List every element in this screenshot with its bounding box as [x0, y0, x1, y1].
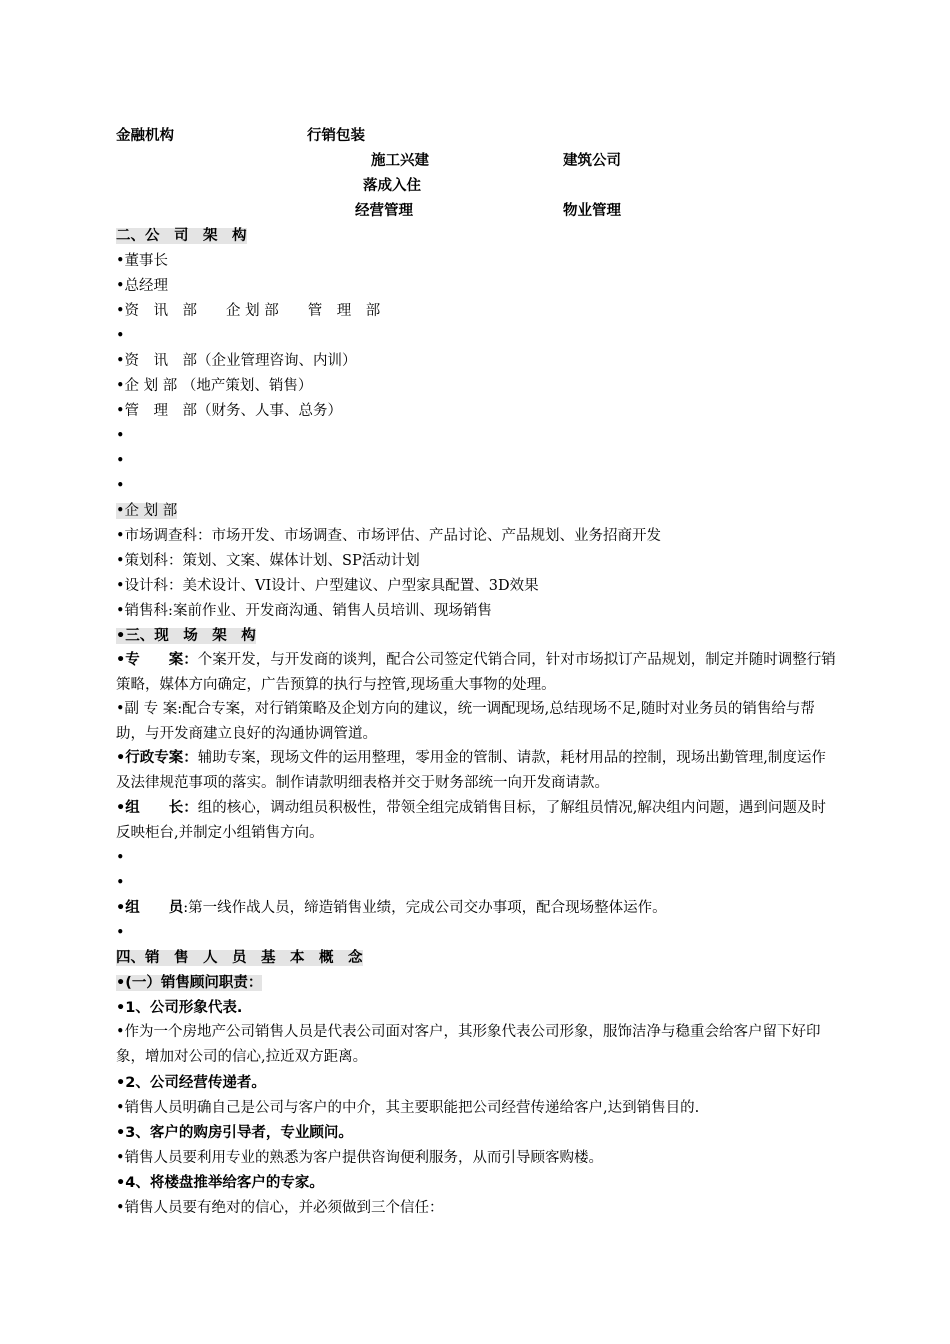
org-line: •	[116, 453, 125, 469]
org-line: •管 理 部（财务、人事、总务）	[116, 403, 343, 419]
role-item-fuzhuanan	[116, 697, 836, 746]
section4-heading: 四、销 售 人 员 基 本 概 念	[116, 950, 363, 966]
role-text: 个案开发，与开发商的谈判，配合公司签定代销合同，针对市场拟订产品规划，制定并随时调整行销策略，媒体方向确定，广告预算的执行与控管,现场重大事物的处理。	[116, 652, 836, 693]
role-text: :第一线作战人员，缔造销售业绩，完成公司交办事项，配合现场整体运作。	[183, 900, 667, 916]
point-text: •作为一个房地产公司销售人员是代表公司面对客户，其形象代表公司形象，服饰洁净与稳重会给客户留下好印象，增加对公司的信心,拉近双方距离。	[116, 1024, 821, 1065]
flow-label-luocheng: 落成入住	[363, 178, 421, 194]
planning-line: •市场调查科：市场开发、市场调查、市场评估、产品讨论、产品规划、业务招商开发	[116, 528, 662, 544]
section4-subheading: •(一）销售顾问职责：	[116, 975, 263, 991]
point-title: •2、公司经营传递者。	[116, 1075, 266, 1091]
planning-line: •策划科：策划、文案、媒体计划、SP活动计划	[116, 553, 420, 569]
planning-heading: •企 划 部	[116, 503, 178, 519]
planning-line: •设计科：美术设计、VI设计、户型建议、户型家具配置、3D效果	[116, 578, 539, 594]
flow-label-jianzhu: 建筑公司	[563, 153, 621, 169]
role-label: •专 案：	[116, 652, 198, 668]
role-item-zuyuan	[116, 898, 667, 918]
role-text: 组的核心，调动组员积极性，带领全组完成销售目标，了解组员情况,解决组内问题，遇到问题及时反映柜台,并制定小组销售方向。	[116, 800, 826, 841]
point-text: •销售人员明确自己是公司与客户的中介，其主要职能把公司经营传递给客户,达到销售目的.	[116, 1100, 700, 1116]
point-title: •3、客户的购房引导者，专业顾问。	[116, 1125, 353, 1141]
role-item-xingzheng	[116, 746, 836, 795]
role-text: 辅助专案，现场文件的运用整理，零用金的管制、请款，耗材用品的控制，现场出勤管理,制度运作及法律规范事项的落实。制作请款明细表格并交于财务部统一向开发商请款。	[116, 750, 826, 791]
role-label: •组 长：	[116, 800, 198, 816]
flow-label-jinrong: 金融机构	[116, 128, 174, 144]
flow-label-jingying: 经营管理	[355, 203, 413, 219]
point-title: •4、将楼盘推举给客户的专家。	[116, 1175, 324, 1191]
flow-label-xingxiao: 行销包装	[307, 128, 365, 144]
org-line: •	[116, 478, 125, 494]
section3-heading: •三、现 场 架 构	[116, 628, 256, 644]
org-line: •董事长	[116, 253, 169, 269]
role-text: •副 专 案:配合专案，对行销策略及企划方向的建议，统一调配现场,总结现场不足,随时对业务员的销售给与帮助，与开发商建立良好的沟通协调管道。	[116, 701, 815, 742]
org-line: •资 讯 部 企 划 部 管 理 部	[116, 303, 381, 319]
blank-bullet: •	[116, 850, 125, 866]
role-item-zhuanan	[116, 648, 836, 697]
planning-line: •销售科:案前作业、开发商沟通、销售人员培训、现场销售	[116, 603, 492, 619]
point-text: •销售人员要有绝对的信心，并必须做到三个信任：	[116, 1200, 444, 1216]
flow-label-wuye: 物业管理	[563, 203, 621, 219]
role-label: •行政专案：	[116, 750, 198, 766]
org-line: •	[116, 328, 125, 344]
point-title: •1、公司形象代表.	[116, 1000, 243, 1016]
blank-bullet: •	[116, 925, 125, 941]
org-line: •企 划 部 （地产策划、销售）	[116, 378, 313, 394]
point-text: •销售人员要利用专业的熟悉为客户提供咨询便利服务，从而引导顾客购楼。	[116, 1150, 604, 1166]
section2-heading: 二、公 司 架 构	[116, 228, 247, 244]
role-item-zuzhang	[116, 796, 836, 845]
role-label: •组 员	[116, 900, 184, 916]
org-line: •资 讯 部（企业管理咨询、内训）	[116, 353, 357, 369]
org-line: •总经理	[116, 278, 169, 294]
flow-label-shigong: 施工兴建	[371, 153, 429, 169]
blank-bullet: •	[116, 875, 125, 891]
org-line: •	[116, 428, 125, 444]
